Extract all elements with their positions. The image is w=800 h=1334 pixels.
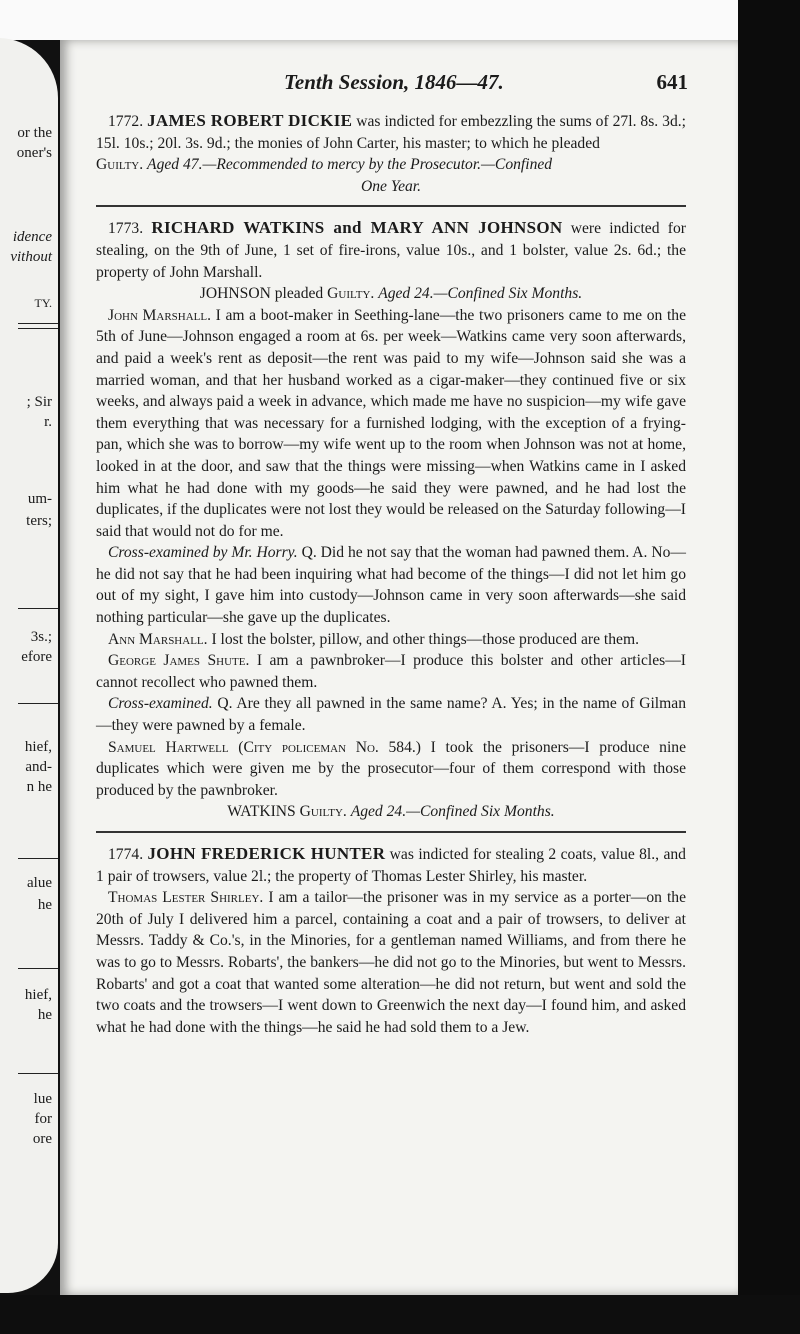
case-1772	[96, 110, 686, 197]
page-number: 641	[656, 70, 688, 94]
margin-fragment: vithout	[10, 249, 52, 265]
verdict-text: Aged 47.—Recommended to mercy by the Prosecutor.—Confined	[147, 156, 553, 174]
indictment-text: was indicted for embezzling the sums of 27l. 8s. 3d.; 15l. 10s.; 20l. 3s. 9d.; the monies of John Carter, his master; to which he pleaded	[96, 113, 686, 152]
case-indictment	[96, 843, 686, 887]
book-page	[60, 40, 738, 1295]
testimony-paragraph	[96, 693, 686, 736]
margin-fragment: and-	[25, 759, 52, 775]
testimony-text: Q. Are they all pawned in the same name? A. Yes; in the name of Gilman—they were pawned by a female.	[96, 695, 686, 735]
defendant-name: JOHN FREDERICK HUNTER	[147, 844, 386, 863]
top-background	[0, 0, 800, 40]
witness-name: Ann Marshall.	[108, 630, 208, 648]
case-number: 1772.	[108, 113, 144, 130]
testimony-text: Q. Did he not say that the woman had pawned them. A. No—he did not say that he had been inquiring what had become of the things—I did not let him go out of my sight, I gave him into custody—Johnson came in very soon afterwards—she said nothing particular—she gave up the duplicates.	[96, 544, 687, 627]
witness-name: George James Shute.	[108, 652, 250, 670]
witness-name: Thomas Lester Shirley.	[108, 889, 264, 907]
margin-fragment: efore	[21, 649, 52, 665]
verdict-continued	[96, 176, 686, 198]
testimony-text: I am a pawnbroker—I produce this bolster and other articles—I cannot recollect who pawned them.	[96, 652, 687, 691]
margin-rule	[18, 1073, 58, 1074]
plea-name: JOHNSON pleaded	[199, 285, 324, 303]
margin-rule	[18, 608, 58, 609]
margin-rule	[18, 328, 58, 329]
testimony-paragraph	[96, 542, 686, 628]
verdict	[96, 154, 686, 176]
testimony-text: I lost the bolster, pillow, and other things—those produced are them.	[211, 630, 639, 648]
testimony-paragraph	[96, 887, 686, 1038]
scan-border-bottom	[0, 1295, 800, 1334]
case-number: 1773.	[108, 220, 144, 238]
defendant-name: RICHARD WATKINS and MARY ANN JOHNSON	[151, 218, 563, 238]
page-content	[96, 70, 686, 1038]
margin-rule	[18, 323, 58, 324]
verdict	[96, 801, 686, 823]
testimony-paragraph	[96, 629, 686, 651]
witness-name: Cross-examined by Mr. Horry.	[108, 544, 298, 562]
defendant-name: JAMES ROBERT DICKIE	[147, 111, 353, 130]
testimony-paragraph	[96, 737, 686, 802]
margin-fragment: TY.	[34, 296, 52, 310]
case-1774	[96, 843, 686, 1038]
plea-text: Aged 24.—Confined Six Months.	[378, 285, 583, 303]
case-indictment	[96, 217, 686, 283]
margin-rule	[18, 968, 58, 969]
verdict-label: Guilty.	[96, 156, 144, 174]
testimony-text: I am a boot-maker in Seething-lane—the two prisoners came to me on the 5th of June—Johnson engaged a room at 6s. per week—Watkins came very soon afterwards, and paid a week's rent as deposit—the rent was paid to my wife—Johnson said she was a married woman, and that her husband worked as a cigar-maker—they continued five or six weeks, and always paid a week in advance, which made me have no suspicion—my wife gave them everything that was necessary for a furnished lodging, with the exception of a frying-pan, which she was to borrow—my wife went up to the room when Johnson was not at home, looked in at the door, and saw that the things were missing—when Watkins came in I asked him what he had done with my goods—he said they were pawned, and he had lost the duplicates, if the duplicates were not lost they would be released on the Saturday following—I said that would not do for me.	[96, 306, 686, 540]
margin-fragment: idence	[12, 229, 52, 245]
margin-fragment: r.	[44, 414, 52, 430]
case-separator	[96, 831, 686, 833]
plea	[96, 283, 686, 305]
margin-fragment: he	[37, 1007, 52, 1023]
testimony-paragraph	[96, 305, 686, 543]
testimony-paragraph	[96, 650, 686, 693]
facing-page-edge	[0, 38, 58, 1293]
running-title: Tenth Session, 1846—47.	[284, 70, 504, 94]
case-separator	[96, 205, 686, 207]
margin-fragment: ; Sir	[26, 394, 52, 410]
margin-fragment: hief,	[24, 987, 52, 1003]
page-header	[96, 70, 686, 100]
witness-name: John Marshall.	[108, 306, 212, 324]
verdict-name: WATKINS	[227, 803, 296, 821]
case-indictment	[96, 110, 686, 154]
indictment-text: were indicted for stealing, on the 9th of June, 1 set of fire-irons, value 10s., and 1 bolster, value 2s. 6d.; the property of John Marshall.	[96, 220, 686, 281]
margin-fragment: ore	[32, 1131, 52, 1147]
margin-fragment: um-	[27, 491, 52, 507]
plea-label: Guilty.	[327, 285, 375, 303]
margin-fragment: ters;	[26, 513, 52, 529]
scan-border-right	[738, 0, 800, 1334]
margin-fragment: or the	[17, 125, 52, 141]
case-1773	[96, 217, 686, 823]
witness-name: Cross-examined.	[108, 695, 213, 713]
witness-name: Samuel Hartwell (City policeman No. 584.)	[108, 738, 421, 756]
margin-fragment: alue	[27, 875, 52, 891]
verdict-text: Aged 24.—Confined Six Months.	[350, 803, 555, 821]
verdict-text-2: One Year.	[360, 177, 422, 195]
margin-fragment: he	[37, 897, 52, 913]
testimony-text: I am a tailor—the prisoner was in my service as a porter—on the 20th of July I delivered him a parcel, containing a coat and a pair of trowsers, to deliver at Messrs. Taddy & Co.'s, in the Minories, for a gentleman named Williams, and from there he was to go to Messrs. Robarts', the bankers—he did not go to the Minories, but went to Messrs. Robarts' and got a coat that wanted some alteration—he did not return, but went and sold the two coats and the trowsers—I went down to Greenwich the next day—I found him, and asked what he had done with the things—he said he had sold them to a Jew.	[96, 889, 686, 1036]
margin-fragment: lue	[33, 1091, 52, 1107]
margin-fragment: for	[34, 1111, 52, 1127]
margin-fragment: oner's	[16, 145, 52, 161]
margin-rule	[18, 858, 58, 859]
case-number: 1774.	[108, 846, 144, 863]
margin-rule	[18, 703, 58, 704]
margin-fragment: 3s.;	[30, 629, 52, 645]
margin-fragment: n he	[26, 779, 52, 795]
margin-fragment: hief,	[24, 739, 52, 755]
verdict-label: Guilty.	[299, 803, 347, 821]
indictment-text: was indicted for stealing 2 coats, value 8l., and 1 pair of trowsers, value 2l.; the property of Thomas Lester Shirley, his master.	[96, 846, 686, 885]
testimony-text: I took the prisoners—I produce nine duplicates which were given me by the prosecutor—four of them correspond with those produced by the pawnbroker.	[96, 738, 687, 799]
